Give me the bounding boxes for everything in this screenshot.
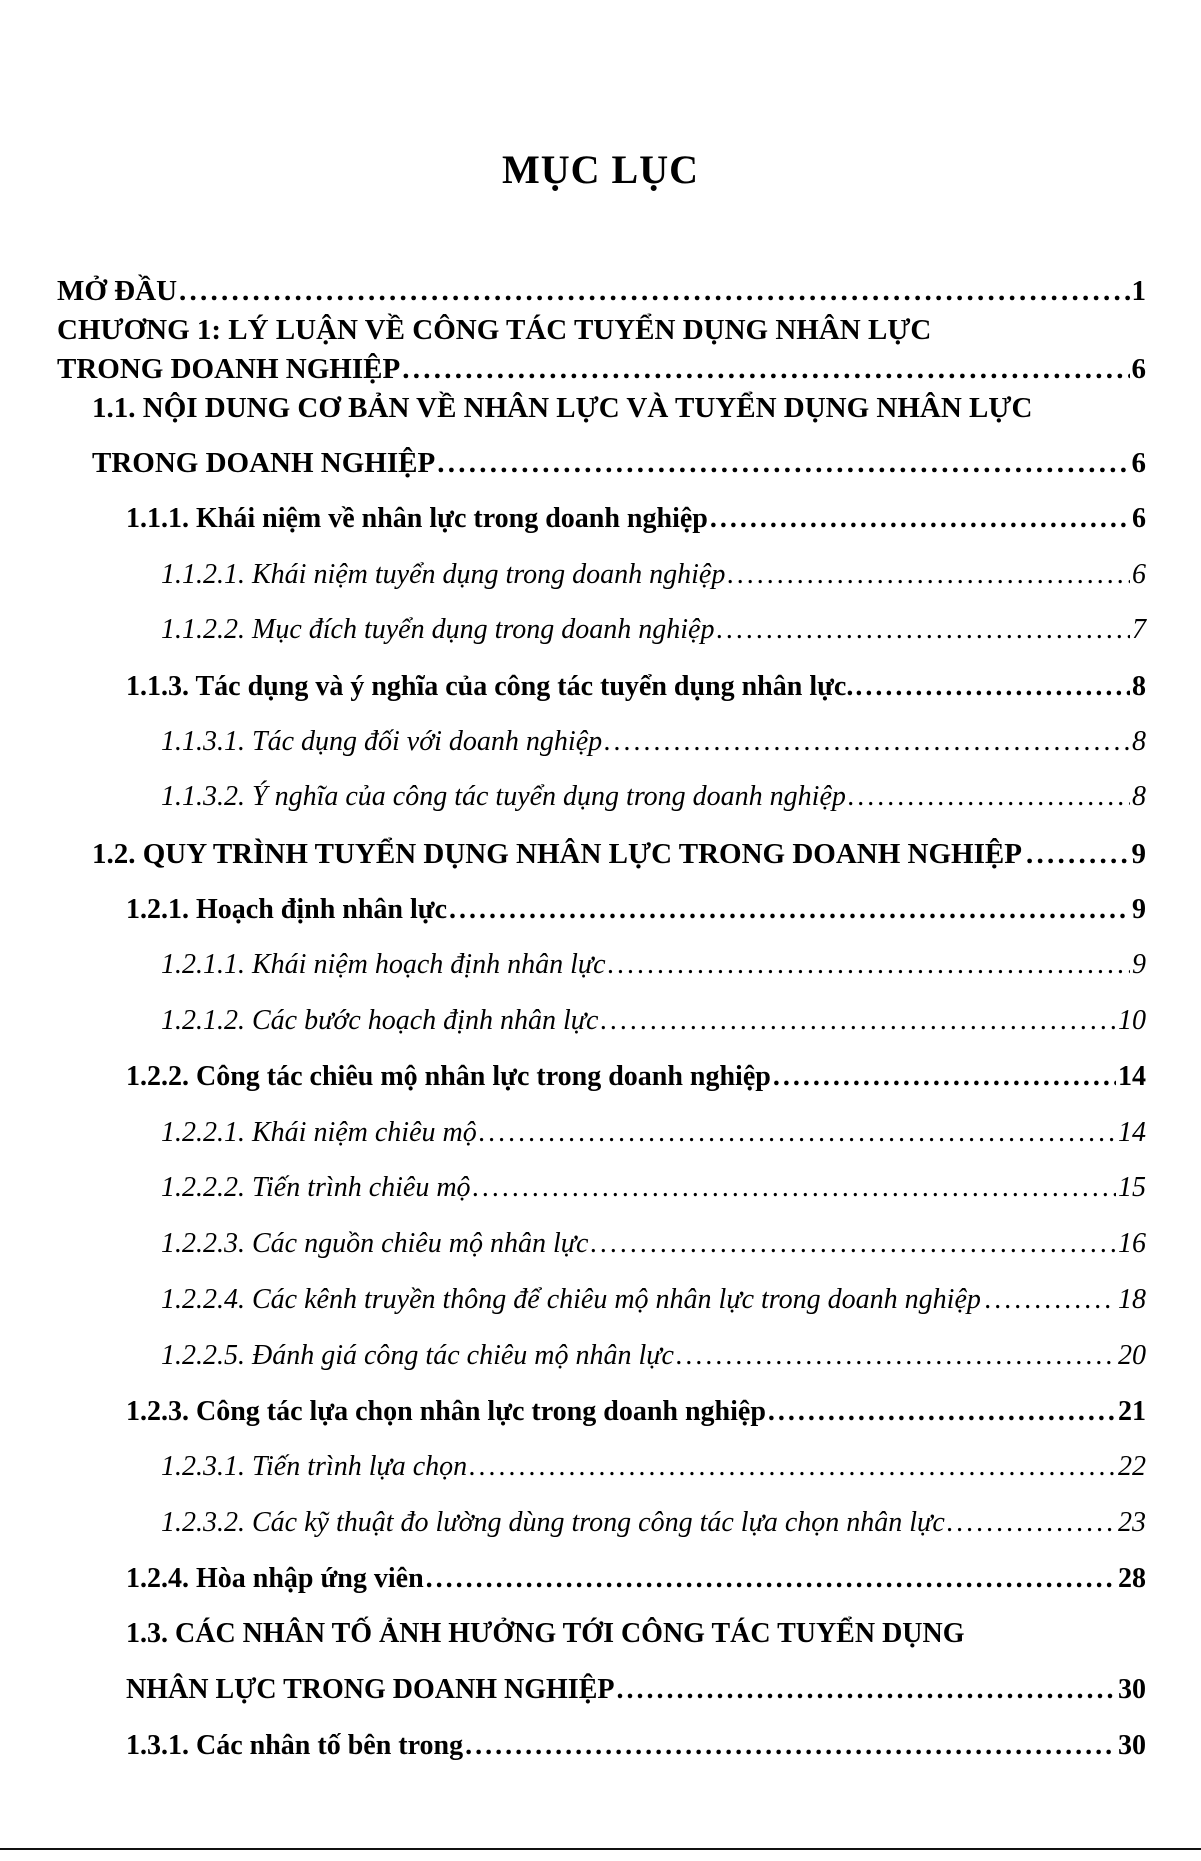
- dot-leader: [608, 946, 1130, 984]
- toc-label: MỞ ĐẦU: [57, 275, 178, 307]
- toc-entry-1-1[interactable]: [92, 444, 1146, 482]
- toc-label: NHÂN LỰC TRONG DOANH NGHIỆP: [126, 1674, 615, 1705]
- toc-entry-1-3[interactable]: [126, 1671, 1146, 1709]
- toc-entry-1-2-2-3[interactable]: [161, 1225, 1146, 1263]
- dot-leader: [473, 1169, 1116, 1207]
- dot-leader: [179, 272, 1129, 310]
- toc-page-number: 20: [1118, 1340, 1146, 1371]
- toc-entry-1-2-1-2[interactable]: [161, 1002, 1146, 1040]
- toc-label: 1.1.3.1. Tác dụng đối với doanh nghiệp: [161, 726, 603, 757]
- toc-label: 1.1.1. Khái niệm về nhân lực trong doanh nghiệp: [126, 503, 708, 534]
- toc-page-number: 30: [1118, 1674, 1146, 1705]
- dot-leader: [773, 1058, 1116, 1096]
- toc-page-number: 22: [1118, 1451, 1146, 1482]
- toc-label: 1.2.3.2. Các kỹ thuật đo lường dùng trong công tác lựa chọn nhân lực: [161, 1507, 945, 1538]
- dot-leader: [437, 444, 1129, 482]
- toc-page-number: 30: [1118, 1730, 1146, 1761]
- dot-leader: [479, 1114, 1116, 1152]
- dot-leader: [676, 1337, 1116, 1375]
- toc-page-number: 14: [1118, 1117, 1146, 1148]
- toc-entry-1-3-line1[interactable]: 1.3. CÁC NHÂN TỐ ẢNH HƯỞNG TỚI CÔNG TÁC TUYỂN DỤNG: [126, 1618, 965, 1649]
- toc-page-number: 9: [1132, 949, 1146, 980]
- toc-entry-1-2-3[interactable]: [126, 1393, 1146, 1431]
- dot-leader: [402, 350, 1129, 388]
- dot-leader: [710, 500, 1130, 538]
- dot-leader: [465, 1727, 1116, 1765]
- toc-entry-1-2-1-1[interactable]: [161, 946, 1146, 984]
- dot-leader: [985, 1281, 1114, 1319]
- toc-entry-1-2-2-5[interactable]: [161, 1337, 1146, 1375]
- toc-page-number: 9: [1132, 894, 1146, 925]
- dot-leader: [716, 611, 1130, 649]
- toc-page-number: 8: [1132, 781, 1146, 812]
- toc-page-number: 6: [1131, 353, 1146, 385]
- dot-leader: [426, 1560, 1116, 1598]
- toc-page-number: 15: [1118, 1172, 1146, 1203]
- toc-page-number: 21: [1118, 1396, 1146, 1427]
- dot-leader: [1026, 835, 1128, 873]
- toc-label: 1.2.2.2. Tiến trình chiêu mộ: [161, 1172, 471, 1203]
- toc-label: 1.2.2.1. Khái niệm chiêu mộ: [161, 1117, 477, 1148]
- toc-entry-1-1-3[interactable]: [126, 668, 1146, 706]
- toc-label: 1.2.2.3. Các nguồn chiêu mộ nhân lực: [161, 1228, 589, 1259]
- toc-page-number: 7: [1132, 614, 1146, 645]
- toc-page-number: 1: [1131, 275, 1146, 307]
- toc-entry-1-2-2-4[interactable]: [161, 1281, 1146, 1319]
- toc-page-number: 23: [1118, 1507, 1146, 1538]
- toc-page-number: 9: [1131, 838, 1146, 870]
- toc-page-number: 6: [1131, 447, 1146, 479]
- toc-label: 1.2.1. Hoạch định nhân lực: [126, 894, 448, 925]
- page-bottom-rule: [0, 1848, 1201, 1850]
- toc-page-number: 28: [1118, 1563, 1146, 1594]
- toc-page-number: 8: [1132, 671, 1146, 702]
- toc-entry-1-1-3-2[interactable]: [161, 778, 1146, 816]
- dot-leader: [600, 1002, 1116, 1040]
- page-title: MỤC LỤC: [502, 147, 699, 192]
- toc-entry-1-3-1[interactable]: [126, 1727, 1146, 1765]
- toc-entry-1-1-2-1[interactable]: [161, 556, 1146, 594]
- toc-entry-chuong-1-line1[interactable]: CHƯƠNG 1: LÝ LUẬN VỀ CÔNG TÁC TUYỂN DỤNG NHÂN LỰC: [57, 314, 932, 346]
- toc-entry-1-2-2-1[interactable]: [161, 1114, 1146, 1152]
- toc-entry-1-2-3-2[interactable]: [161, 1504, 1146, 1542]
- toc-page-number: 16: [1118, 1228, 1146, 1259]
- toc-label: 1.2.2.4. Các kênh truyền thông để chiêu mộ nhân lực trong doanh nghiệp: [161, 1284, 981, 1315]
- toc-entry-1-2-1[interactable]: [126, 891, 1146, 929]
- toc-entry-1-2-2[interactable]: [126, 1058, 1146, 1096]
- toc-label: TRONG DOANH NGHIỆP: [92, 447, 436, 479]
- toc-entry-chuong-1[interactable]: [57, 350, 1146, 388]
- toc-page-number: 8: [1132, 726, 1146, 757]
- toc-page-number: 6: [1132, 559, 1146, 590]
- dot-leader: [947, 1504, 1116, 1542]
- toc-label: 1.1.2.1. Khái niệm tuyển dụng trong doanh nghiệp: [161, 559, 726, 590]
- toc-entry-1-1-3-1[interactable]: [161, 723, 1146, 761]
- toc-label: 1.1.3.2. Ý nghĩa của công tác tuyển dụng trong doanh nghiệp: [161, 781, 846, 812]
- dot-leader: [449, 891, 1130, 929]
- dot-leader: [768, 1393, 1116, 1431]
- toc-label: 1.3.1. Các nhân tố bên trong: [126, 1730, 464, 1761]
- toc-entry-mo-dau[interactable]: [57, 272, 1146, 310]
- toc-label: 1.2.4. Hòa nhập ứng viên: [126, 1563, 424, 1594]
- toc-entry-1-2[interactable]: [92, 835, 1146, 873]
- toc-label: 1.2.1.1. Khái niệm hoạch định nhân lực: [161, 949, 606, 980]
- toc-page-number: 14: [1118, 1061, 1146, 1092]
- toc-label: 1.1.3. Tác dụng và ý nghĩa của công tác tuyển dụng nhân lực.: [126, 671, 854, 702]
- toc-label: 1.1.2.2. Mục đích tuyển dụng trong doanh nghiệp: [161, 614, 715, 645]
- toc-label: 1.2. QUY TRÌNH TUYỂN DỤNG NHÂN LỰC TRONG DOANH NGHIỆP: [92, 838, 1022, 870]
- toc-label: 1.2.2.5. Đánh giá công tác chiêu mộ nhân lực: [161, 1340, 674, 1371]
- dot-leader: [590, 1225, 1116, 1263]
- dot-leader: [727, 556, 1130, 594]
- toc-entry-1-2-3-1[interactable]: [161, 1448, 1146, 1486]
- toc-page-number: 10: [1118, 1005, 1146, 1036]
- toc-page-number: 6: [1132, 503, 1146, 534]
- dot-leader: [469, 1448, 1116, 1486]
- toc-entry-1-1-2-2[interactable]: [161, 611, 1146, 649]
- toc-entry-1-2-2-2[interactable]: [161, 1169, 1146, 1207]
- dot-leader: [616, 1671, 1116, 1709]
- dot-leader: [604, 723, 1130, 761]
- dot-leader: [848, 778, 1130, 816]
- toc-label: 1.2.2. Công tác chiêu mộ nhân lực trong doanh nghiệp: [126, 1061, 771, 1092]
- toc-entry-1-1-line1[interactable]: 1.1. NỘI DUNG CƠ BẢN VỀ NHÂN LỰC VÀ TUYỂN DỤNG NHÂN LỰC: [92, 392, 1033, 424]
- toc-label: TRONG DOANH NGHIỆP: [57, 353, 401, 385]
- toc-label: 1.2.3. Công tác lựa chọn nhân lực trong doanh nghiệp: [126, 1396, 766, 1427]
- toc-entry-1-1-1[interactable]: [126, 500, 1146, 538]
- toc-label: 1.2.1.2. Các bước hoạch định nhân lực: [161, 1005, 599, 1036]
- toc-entry-1-2-4[interactable]: [126, 1560, 1146, 1598]
- toc-page-number: 18: [1118, 1284, 1146, 1315]
- toc-label: 1.2.3.1. Tiến trình lựa chọn: [161, 1451, 468, 1482]
- dot-leader: [855, 668, 1130, 706]
